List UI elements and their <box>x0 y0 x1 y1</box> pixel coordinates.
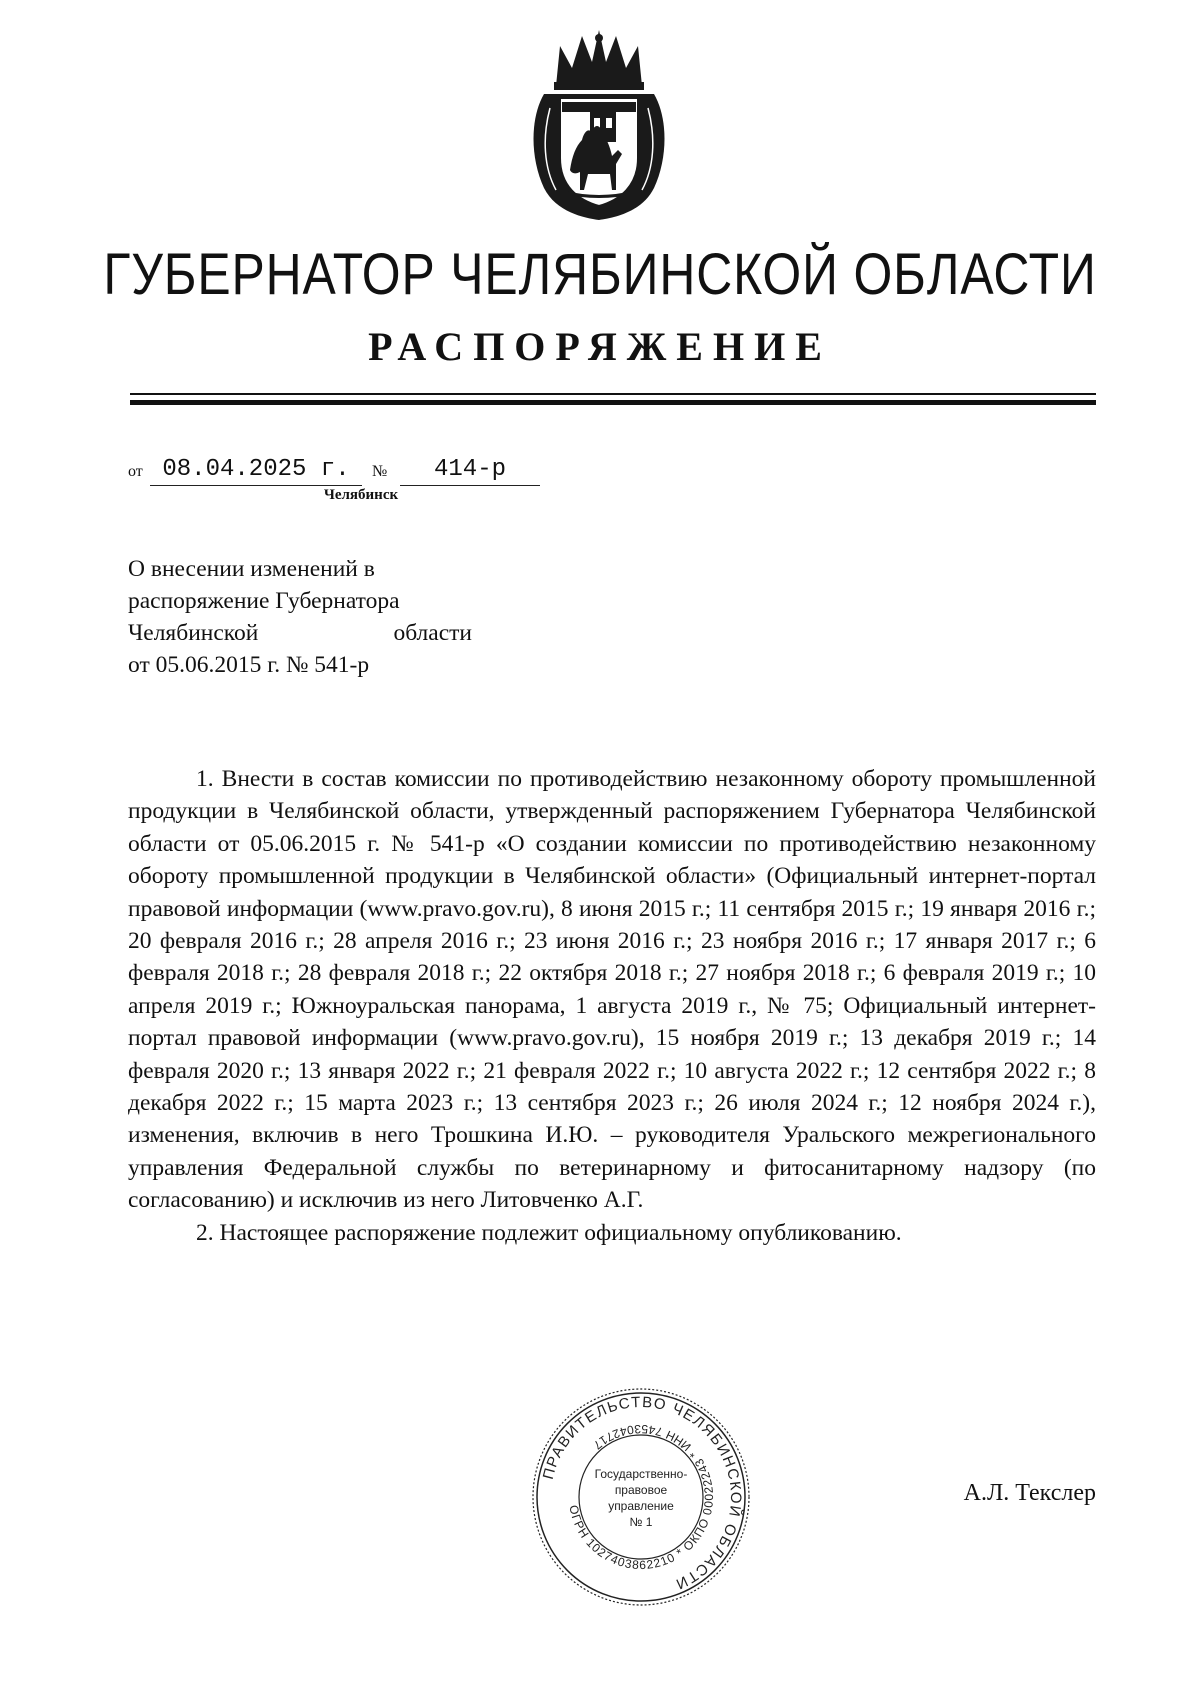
body-paragraph-1: 1. Внести в состав комиссии по противодействию незаконному обороту промышленной продукции в Челябинской области, утвержденный распоряжением Губернатора Челябинской области от 05.06.2015 г. № 541-р «О создании комиссии по противодействию незаконному обороту промышленной продукции в Челябинской области» (Официальный интернет-портал правовой информации (www.pravo.gov.ru), 8 июня 2015 г.; 11 сентября 2015 г.; 19 января 2016 г.; 20 февраля 2016 г.; 28 апреля 2016 г.; 23 июня 2016 г.; 23 ноября 2016 г.; 17 января 2017 г.; 6 февраля 2018 г.; 28 февраля 2018 г.; 22 октября 2018 г.; 27 ноября 2018 г.; 6 февраля 2019 г.; 10 апреля 2019 г.; Южноуральская панорама, 1 августа 2019 г., № 75; Официальный интернет-портал правовой информации (www.pravo.gov.ru), 15 ноября 2019 г.; 13 декабря 2019 г.; 14 февраля 2020 г.; 13 января 2022 г.; 21 февраля 2022 г.; 10 августа 2022 г.; 12 сентября 2022 г.; 8 декабря 2022 г.; 15 марта 2023 г.; 13 сентября 2023 г.; 26 июля 2024 г.; 12 ноября 2024 г.), изменения, включив в него Трошкина И.Ю. – руководителя Уральского межрегионального управления Федеральной службы по ветеринарному и фитосанитарному надзору (по согласованию) и исключив из него Литовченко А.Г. <box>128 766 1096 1214</box>
official-seal-stamp <box>530 1386 752 1608</box>
subject-line: распоряжение Губернатора <box>128 588 400 614</box>
body-paragraph-2: 2. Настоящее распоряжение подлежит официальному опубликованию. <box>196 1219 902 1246</box>
stamp-center-line: управление <box>608 1499 674 1513</box>
stamp-ring-ids: ОГРН 1027403862210 * ОКПО 00022243 * ИНН 7453042717 <box>566 1421 717 1573</box>
stamp-center-line: Государственно- <box>594 1467 688 1481</box>
city-name: Челябинск <box>323 487 399 503</box>
stamp-center-line: правовое <box>614 1483 668 1497</box>
subject-line: О внесении изменений в <box>128 556 375 582</box>
document-body <box>128 763 1096 1249</box>
number-label: № <box>372 463 388 480</box>
doc-number: 414-р <box>400 455 540 486</box>
subject-line: от 05.06.2015 г. № 541-р <box>128 652 370 678</box>
stamp-center-line: № 1 <box>629 1515 653 1529</box>
chelyabinsk-coat-of-arms-icon <box>526 28 672 224</box>
signatory-name: А.Л. Текслер <box>963 1480 1096 1506</box>
subject-word: области <box>393 620 472 646</box>
header-divider-thin <box>130 393 1096 395</box>
doc-date: 08.04.2025 г. <box>150 455 362 486</box>
subject-word: Челябинской <box>128 620 259 646</box>
stamp-outer-text: ПРАВИТЕЛЬСТВО ЧЕЛЯБИНСКОЙ ОБЛАСТИ <box>539 1393 745 1593</box>
org-title: ГУБЕРНАТОР ЧЕЛЯБИНСКОЙ ОБЛАСТИ <box>103 242 1097 307</box>
date-label: от <box>128 463 143 480</box>
doc-type-heading: РАСПОРЯЖЕНИЕ <box>368 324 832 369</box>
subject-line <box>128 617 472 649</box>
subject-block <box>128 553 472 681</box>
header-divider-thick <box>130 400 1096 405</box>
